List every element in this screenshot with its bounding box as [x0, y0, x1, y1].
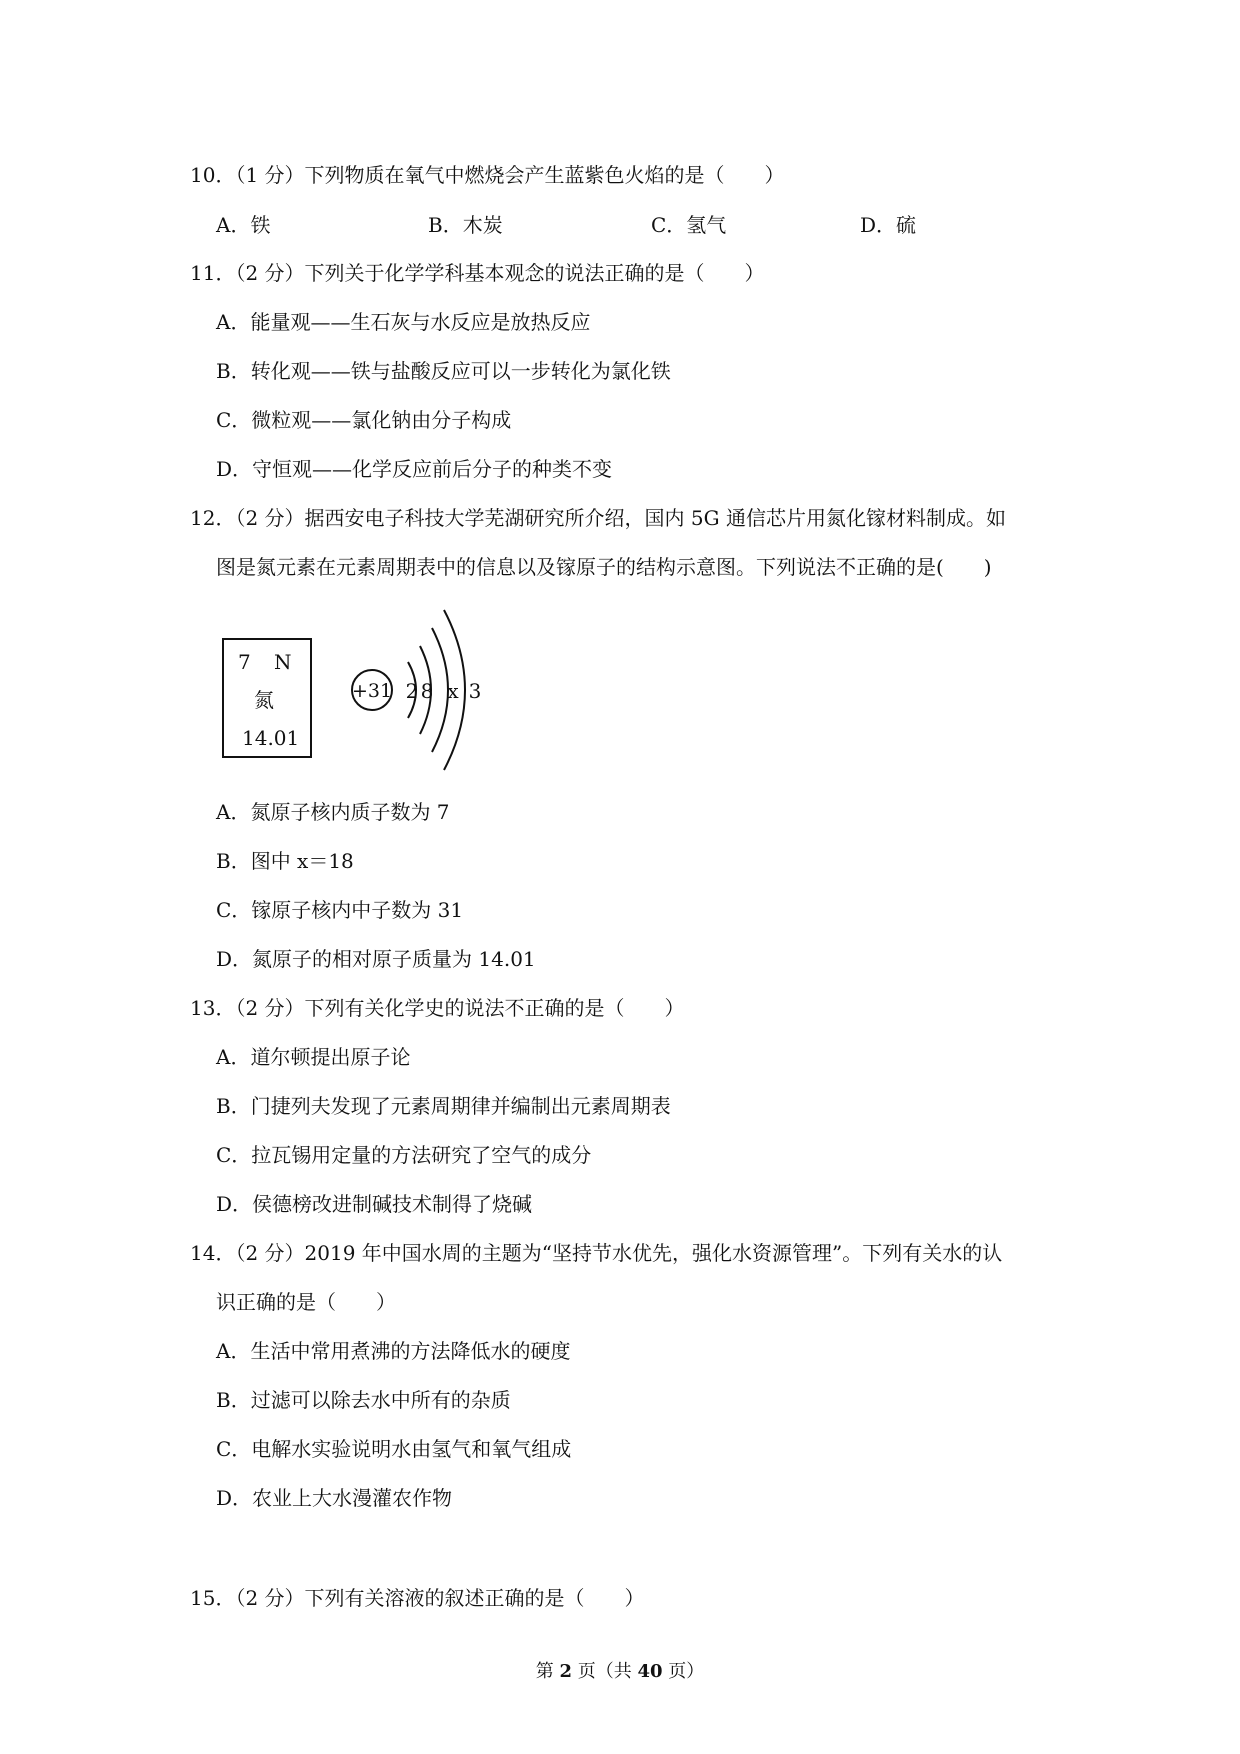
option-14-c: C．电解水实验说明水由氢气和氧气组成 [216, 1437, 572, 1461]
option-11-c: C．微粒观——氯化钠由分子构成 [216, 408, 512, 432]
question-13-stem: 13．（2 分）下列有关化学史的说法不正确的是（ ） [190, 996, 685, 1020]
element-symbol: N [274, 650, 292, 674]
element-number: 7 [238, 650, 251, 674]
option-10-c: C．氢气 [651, 213, 727, 237]
question-12-stem-line1: 12．（2 分）据西安电子科技大学芜湖研究所介绍，国内 5G 通信芯片用氮化镓材料制成。如 [190, 506, 1006, 530]
question-14-stem-line2: 识正确的是（ ） [216, 1290, 396, 1314]
shell-electrons-4: 3 [468, 679, 482, 703]
option-10-a: A．铁 [216, 213, 271, 237]
question-14-stem-line1: 14．（2 分）2019 年中国水周的主题为“坚持节水优先，强化水资源管理”。下列有关水的认 [190, 1241, 1003, 1265]
question-11-stem: 11．（2 分）下列关于化学学科基本观念的说法正确的是（ ） [190, 261, 765, 285]
element-mass: 14.01 [242, 726, 300, 750]
option-13-d: D．侯德榜改进制碱技术制得了烧碱 [216, 1192, 533, 1216]
option-12-c: C．镓原子核内中子数为 31 [216, 898, 464, 922]
option-12-a: A．氮原子核内质子数为 7 [216, 800, 450, 824]
footer-page-number: 2 [559, 1661, 572, 1682]
footer-prefix: 第 [535, 1661, 560, 1682]
shell-electrons-3: x [447, 679, 459, 703]
question-10-stem: 10．（1 分）下列物质在氧气中燃烧会产生蓝紫色火焰的是（ ） [190, 163, 785, 187]
option-13-a: A．道尔顿提出原子论 [216, 1045, 411, 1069]
option-10-d: D．硫 [860, 213, 917, 237]
option-11-b: B．转化观——铁与盐酸反应可以一步转化为氯化铁 [216, 359, 671, 383]
shell-electrons-2: 8 [420, 679, 434, 703]
periodic-table-cell [222, 638, 312, 758]
question-12-stem-line2: 图是氮元素在元素周期表中的信息以及镓原子的结构示意图。下列说法不正确的是( ) [216, 555, 992, 579]
page-footer [0, 1660, 1240, 1684]
nucleus-charge: +31 [351, 680, 393, 702]
option-11-a: A．能量观——生石灰与水反应是放热反应 [216, 310, 591, 334]
element-name: 氮 [254, 688, 274, 712]
option-12-b: B．图中 x＝18 [216, 849, 354, 873]
option-13-c: C．拉瓦锡用定量的方法研究了空气的成分 [216, 1143, 592, 1167]
option-13-b: B．门捷列夫发现了元素周期律并编制出元素周期表 [216, 1094, 671, 1118]
option-11-d: D．守恒观——化学反应前后分子的种类不变 [216, 457, 613, 481]
shell-electrons-1: 2 [405, 679, 419, 703]
gallium-atom-structure-diagram [340, 590, 500, 790]
question-15-stem: 15．（2 分）下列有关溶液的叙述正确的是（ ） [190, 1586, 645, 1610]
footer-total-pages: 40 [637, 1661, 663, 1682]
option-14-b: B．过滤可以除去水中所有的杂质 [216, 1388, 511, 1412]
footer-suffix: 页） [662, 1661, 705, 1682]
footer-middle: 页（共 [572, 1661, 638, 1682]
electron-shell-arc [432, 628, 448, 752]
option-10-b: B．木炭 [428, 213, 503, 237]
option-12-d: D．氮原子的相对原子质量为 14.01 [216, 947, 536, 971]
option-14-d: D．农业上大水漫灌农作物 [216, 1486, 453, 1510]
option-14-a: A．生活中常用煮沸的方法降低水的硬度 [216, 1339, 571, 1363]
